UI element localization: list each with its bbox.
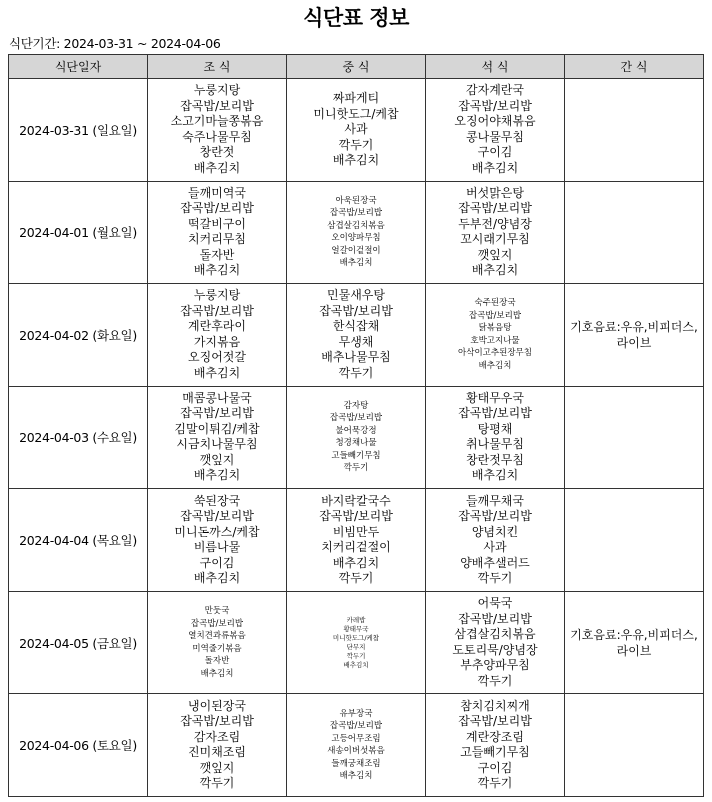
snack-cell — [565, 386, 704, 489]
menu-item: 깍두기 — [346, 651, 366, 660]
menu-item: 계란후라이 — [188, 319, 246, 334]
breakfast-cell — [148, 489, 287, 592]
table-row — [9, 489, 704, 592]
date-cell: 2024-04-05 (금요일) — [9, 591, 148, 694]
menu-item: 배추김치 — [193, 365, 241, 380]
lunch-cell — [287, 591, 426, 694]
header-dinner: 석 식 — [426, 55, 565, 79]
menu-item: 깍두기 — [477, 571, 513, 586]
date-cell: 2024-04-01 (월요일) — [9, 181, 148, 284]
date-cell: 2024-03-31 (일요일) — [9, 79, 148, 182]
menu-item: 배추김치 — [339, 771, 373, 782]
menu-item: 열치견과류볶음 — [188, 631, 246, 642]
menu-item: 만둣국 — [204, 606, 230, 617]
menu-item: 깍두기 — [477, 673, 513, 688]
menu-item: 새송이버섯볶음 — [327, 746, 385, 757]
menu-item: 탕평채 — [477, 421, 513, 436]
menu-item: 한식잡채 — [332, 319, 380, 334]
breakfast-menu-list — [148, 605, 286, 680]
menu-item: 카레밥 — [346, 615, 366, 624]
menu-item: 잡곡밥/보리밥 — [458, 98, 532, 113]
dinner-cell — [426, 284, 565, 387]
menu-item: 미니돈까스/케찹 — [174, 524, 260, 539]
menu-item: 버섯맑은탕 — [466, 185, 524, 200]
menu-item: 불어묵강정 — [335, 425, 377, 436]
menu-item: 사과 — [344, 122, 368, 137]
header-date: 식단일자 — [9, 55, 148, 79]
menu-item: 양배추샐러드 — [460, 555, 530, 570]
lunch-cell — [287, 386, 426, 489]
menu-item: 들깨무채국 — [466, 493, 524, 508]
menu-item: 배추김치 — [193, 263, 241, 278]
breakfast-cell — [148, 591, 287, 694]
page-title: 식단표 정보 — [303, 6, 409, 30]
menu-item: 돌자반 — [204, 656, 230, 667]
menu-item: 잡곡밥/보리밥 — [458, 509, 532, 524]
menu-item: 잡곡밥/보리밥 — [180, 509, 254, 524]
dinner-cell — [426, 591, 565, 694]
header-snack: 간 식 — [565, 55, 704, 79]
menu-item: 배추김치 — [471, 263, 519, 278]
menu-item: 잡곡밥/보리밥 — [468, 310, 522, 321]
menu-item: 매콤콩나물국 — [182, 390, 252, 405]
menu-item: 황태무우국 — [466, 390, 524, 405]
menu-item: 삼겹살김치볶음 — [454, 627, 536, 642]
menu-item: 미역줄기볶음 — [192, 643, 242, 654]
menu-item: 바지락칼국수 — [321, 493, 391, 508]
menu-item: 꼬시래기무침 — [460, 232, 530, 247]
menu-item: 누룽지탕 — [193, 83, 241, 98]
dinner-menu-list — [426, 297, 564, 372]
dinner-menu-list — [426, 391, 564, 484]
header-lunch: 중 식 — [287, 55, 426, 79]
menu-item: 계란장조림 — [466, 729, 524, 744]
menu-item: 치커리겉절이 — [321, 540, 391, 555]
menu-item: 미니핫도그/케찹 — [332, 633, 380, 642]
menu-item: 오징어야채볶음 — [454, 114, 536, 129]
lunch-cell — [287, 181, 426, 284]
menu-item: 잡곡밥/보리밥 — [458, 714, 532, 729]
meal-table — [8, 54, 704, 797]
menu-item: 배추김치 — [200, 668, 234, 679]
menu-item: 유부장국 — [339, 708, 373, 719]
menu-item: 깍두기 — [343, 463, 369, 474]
menu-item: 어묵국 — [477, 596, 513, 611]
dinner-menu-list — [426, 596, 564, 689]
snack-cell: 기호음료:우유,비피더스,라이브 — [565, 591, 704, 694]
breakfast-cell — [148, 284, 287, 387]
dinner-cell — [426, 181, 565, 284]
table-row — [9, 591, 704, 694]
menu-item: 호박고지나물 — [470, 335, 520, 346]
dinner-menu-list — [426, 699, 564, 792]
dinner-cell — [426, 79, 565, 182]
menu-item: 배추김치 — [193, 468, 241, 483]
lunch-menu-list — [287, 195, 425, 270]
dinner-menu-list — [426, 186, 564, 279]
snack-cell — [565, 79, 704, 182]
dinner-cell — [426, 694, 565, 797]
menu-item: 깍두기 — [338, 571, 374, 586]
menu-item: 비빔만두 — [332, 524, 380, 539]
menu-item: 잡곡밥/보리밥 — [180, 714, 254, 729]
menu-item: 들깨궁채조림 — [331, 758, 381, 769]
menu-item: 들깨미역국 — [188, 185, 246, 200]
menu-item: 배추김치 — [471, 468, 519, 483]
table-row — [9, 694, 704, 797]
menu-item: 민물새우탕 — [327, 288, 385, 303]
meal-period: 식단기간: 2024-03-31 ~ 2024-04-06 — [9, 36, 221, 51]
dinner-menu-list — [426, 494, 564, 587]
menu-item: 잡곡밥/보리밥 — [458, 611, 532, 626]
menu-item: 배추김치 — [478, 360, 512, 371]
menu-item: 깍두기 — [338, 137, 374, 152]
dinner-cell — [426, 386, 565, 489]
breakfast-cell — [148, 386, 287, 489]
menu-item: 아욱된장국 — [335, 195, 377, 206]
lunch-cell — [287, 284, 426, 387]
menu-item: 가지볶음 — [193, 334, 241, 349]
menu-item: 구이김 — [199, 555, 235, 570]
menu-item: 잡곡밥/보리밥 — [329, 208, 383, 219]
menu-item: 잡곡밥/보리밥 — [180, 303, 254, 318]
breakfast-menu-list — [148, 391, 286, 484]
menu-item: 배추김치 — [339, 258, 373, 269]
breakfast-cell — [148, 79, 287, 182]
menu-item: 깻잎지 — [199, 760, 235, 775]
menu-item: 고들빼기무침 — [331, 450, 381, 461]
menu-item: 오이양파무침 — [331, 233, 381, 244]
menu-item: 미니핫도그/케찹 — [313, 106, 399, 121]
lunch-menu-list — [287, 708, 425, 783]
header-row — [9, 55, 704, 79]
menu-item: 배추김치 — [193, 571, 241, 586]
menu-item: 배추김치 — [471, 160, 519, 175]
breakfast-menu-list — [148, 83, 286, 176]
menu-item: 숙주된장국 — [474, 298, 516, 309]
menu-item: 고들빼기무침 — [460, 745, 530, 760]
menu-item: 배추김치 — [343, 660, 369, 669]
lunch-menu-list — [287, 400, 425, 475]
table-row — [9, 386, 704, 489]
menu-item: 누룽지탕 — [193, 288, 241, 303]
menu-item: 돌자반 — [199, 247, 235, 262]
menu-item: 청경채나물 — [335, 438, 377, 449]
lunch-menu-list — [287, 288, 425, 381]
menu-item: 구이김 — [477, 760, 513, 775]
menu-item: 배추김치 — [332, 555, 380, 570]
menu-item: 고등어무조림 — [331, 733, 381, 744]
lunch-menu-list — [287, 494, 425, 587]
menu-item: 짜파게티 — [332, 91, 380, 106]
lunch-cell — [287, 694, 426, 797]
menu-item: 양념치킨 — [471, 524, 519, 539]
breakfast-menu-list — [148, 186, 286, 279]
dinner-menu-list — [426, 83, 564, 176]
menu-item: 부추양파무침 — [460, 658, 530, 673]
menu-item: 숙주나물무침 — [182, 129, 252, 144]
menu-item: 배추나물무침 — [321, 350, 391, 365]
dinner-cell — [426, 489, 565, 592]
menu-item: 황태무국 — [343, 624, 369, 633]
menu-item: 오징어젓갈 — [188, 350, 246, 365]
menu-item: 잡곡밥/보리밥 — [458, 201, 532, 216]
menu-item: 김말이튀김/케찹 — [174, 421, 260, 436]
menu-item: 감자계란국 — [466, 83, 524, 98]
table-row — [9, 79, 704, 182]
menu-item: 구이김 — [477, 145, 513, 160]
menu-item: 얼갈이겉절이 — [331, 245, 381, 256]
lunch-menu-list — [287, 616, 425, 670]
menu-item: 삼겹살김치볶음 — [327, 220, 385, 231]
menu-item: 잡곡밥/보리밥 — [319, 303, 393, 318]
menu-item: 두부전/양념장 — [458, 216, 532, 231]
menu-item: 잡곡밥/보리밥 — [319, 509, 393, 524]
menu-item: 깍두기 — [477, 776, 513, 791]
menu-item: 깻잎지 — [477, 247, 513, 262]
snack-cell — [565, 181, 704, 284]
snack-cell — [565, 489, 704, 592]
menu-item: 잡곡밥/보리밥 — [180, 406, 254, 421]
breakfast-menu-list — [148, 288, 286, 381]
menu-item: 배추김치 — [332, 153, 380, 168]
menu-item: 취나물무침 — [466, 437, 524, 452]
date-cell: 2024-04-03 (수요일) — [9, 386, 148, 489]
menu-item: 쑥된장국 — [193, 493, 241, 508]
menu-item: 치커리무침 — [188, 232, 246, 247]
table-row — [9, 181, 704, 284]
menu-item: 아삭이고추된장무침 — [458, 348, 532, 359]
breakfast-menu-list — [148, 699, 286, 792]
breakfast-cell — [148, 694, 287, 797]
menu-item: 참치김치찌개 — [460, 698, 530, 713]
lunch-menu-list — [287, 91, 425, 169]
header-breakfast: 조 식 — [148, 55, 287, 79]
breakfast-cell — [148, 181, 287, 284]
menu-item: 창란젓무침 — [466, 452, 524, 467]
menu-item: 소고기마늘쫑볶음 — [170, 114, 264, 129]
menu-item: 창란젓 — [199, 145, 235, 160]
menu-item: 도토리묵/양념장 — [452, 642, 538, 657]
lunch-cell — [287, 489, 426, 592]
date-cell: 2024-04-04 (목요일) — [9, 489, 148, 592]
menu-item: 깍두기 — [199, 776, 235, 791]
snack-cell: 기호음료:우유,비피더스,라이브 — [565, 284, 704, 387]
menu-item: 닭볶음탕 — [478, 323, 512, 334]
menu-item: 떡갈비구이 — [188, 216, 246, 231]
menu-item: 감자조림 — [193, 729, 241, 744]
menu-item: 사과 — [483, 540, 507, 555]
menu-item: 진미채조림 — [188, 745, 246, 760]
date-cell: 2024-04-02 (화요일) — [9, 284, 148, 387]
table-row — [9, 284, 704, 387]
menu-item: 잡곡밥/보리밥 — [458, 406, 532, 421]
menu-item: 비름나물 — [193, 540, 241, 555]
menu-item: 잡곡밥/보리밥 — [329, 413, 383, 424]
menu-item: 깻잎지 — [199, 452, 235, 467]
menu-item: 잡곡밥/보리밥 — [329, 721, 383, 732]
menu-item: 시금치나물무침 — [176, 437, 258, 452]
snack-cell — [565, 694, 704, 797]
menu-item: 배추김치 — [193, 160, 241, 175]
menu-item: 냉이된장국 — [188, 698, 246, 713]
menu-item: 잡곡밥/보리밥 — [180, 201, 254, 216]
breakfast-menu-list — [148, 494, 286, 587]
menu-item: 깍두기 — [338, 365, 374, 380]
menu-item: 잡곡밥/보리밥 — [180, 98, 254, 113]
date-cell: 2024-04-06 (토요일) — [9, 694, 148, 797]
lunch-cell — [287, 79, 426, 182]
menu-item: 무생채 — [338, 334, 374, 349]
menu-item: 감자탕 — [343, 400, 369, 411]
menu-item: 잡곡밥/보리밥 — [190, 618, 244, 629]
menu-item: 단무지 — [346, 642, 366, 651]
menu-item: 콩나물무침 — [466, 129, 524, 144]
